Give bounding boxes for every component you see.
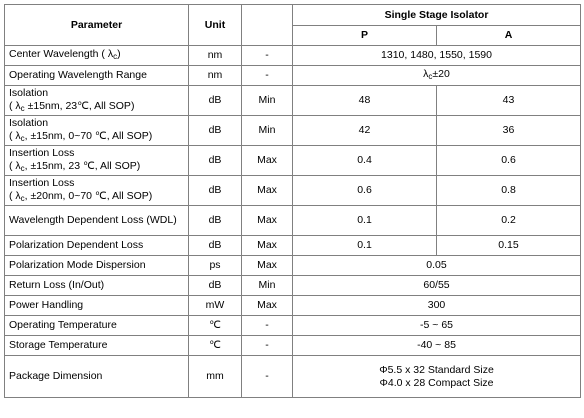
value-p-cell: 0.4: [293, 146, 437, 176]
unit-cell: ps: [189, 256, 242, 276]
value-a-cell: 0.6: [437, 146, 581, 176]
param-cell: Operating Wavelength Range: [5, 66, 189, 86]
header-group: Single Stage Isolator: [293, 5, 581, 26]
param-cell: Wavelength Dependent Loss (WDL): [5, 206, 189, 236]
value-cell: 0.05: [293, 256, 581, 276]
cond-cell: -: [242, 356, 293, 398]
param-cell: Polarization Mode Dispersion: [5, 256, 189, 276]
cond-cell: -: [242, 336, 293, 356]
table-row: [5, 236, 581, 256]
unit-cell: nm: [189, 46, 242, 66]
param-cell: Power Handling: [5, 296, 189, 316]
table-row: [5, 46, 581, 66]
table-row: [5, 206, 581, 236]
value-cell: $\lambda_c\pm 20$: [293, 66, 581, 86]
value-p-cell: 0.6: [293, 176, 437, 206]
param-cell: Operating Temperature: [5, 316, 189, 336]
unit-cell: mW: [189, 296, 242, 316]
value-p-cell: 0.1: [293, 236, 437, 256]
param-cell: Isolation ( $\lambda_c \pm 15nm$, 23℃, All SOP): [5, 86, 189, 116]
table-row: [5, 256, 581, 276]
unit-cell: dB: [189, 116, 242, 146]
value-a-cell: 43: [437, 86, 581, 116]
unit-cell: nm: [189, 66, 242, 86]
cond-cell: Max: [242, 236, 293, 256]
param-cell: Center Wavelength ( $\lambda_c$): [5, 46, 189, 66]
spec-table-container: [4, 4, 580, 414]
value-a-cell: 0.2: [437, 206, 581, 236]
unit-cell: dB: [189, 236, 242, 256]
cond-cell: Max: [242, 176, 293, 206]
cond-cell: -: [242, 316, 293, 336]
cond-cell: Max: [242, 206, 293, 236]
cond-cell: Max: [242, 256, 293, 276]
param-cell: Insertion Loss ( $\lambda_c$, ±15nm, 23 ℃, All SOP): [5, 146, 189, 176]
header-parameter: Parameter: [5, 5, 189, 46]
value-a-cell: 0.15: [437, 236, 581, 256]
value-cell: 1310, 1480, 1550, 1590: [293, 46, 581, 66]
param-cell: Polarization Dependent Loss: [5, 236, 189, 256]
value-a-cell: 36: [437, 116, 581, 146]
param-cell: Isolation ( $\lambda_c$, ±15nm, 0~70 ℃, All SOP): [5, 116, 189, 146]
header-row-1: [5, 5, 581, 26]
header-condition: [242, 5, 293, 46]
unit-cell: dB: [189, 176, 242, 206]
header-p: P: [293, 26, 437, 46]
unit-cell: dB: [189, 206, 242, 236]
param-cell: Insertion Loss ( $\lambda_c$, ±20nm, 0~70 ℃, All SOP): [5, 176, 189, 206]
param-cell: Package Dimension: [5, 356, 189, 398]
table-row: [5, 116, 581, 146]
unit-cell: ℃: [189, 336, 242, 356]
value-p-cell: 48: [293, 86, 437, 116]
cond-cell: Min: [242, 116, 293, 146]
value-cell: Φ5.5 x 32 Standard Size Φ4.0 x 28 Compact Size: [293, 356, 581, 398]
cond-cell: Max: [242, 146, 293, 176]
table-row: [5, 276, 581, 296]
table-row: [5, 66, 581, 86]
table-row: [5, 146, 581, 176]
table-row: [5, 336, 581, 356]
cond-cell: -: [242, 66, 293, 86]
table-row: [5, 316, 581, 336]
value-cell: 60/55: [293, 276, 581, 296]
unit-cell: dB: [189, 146, 242, 176]
value-cell: 300: [293, 296, 581, 316]
value-p-cell: 0.1: [293, 206, 437, 236]
value-cell: -40 ~ 85: [293, 336, 581, 356]
unit-cell: mm: [189, 356, 242, 398]
cond-cell: Min: [242, 276, 293, 296]
table-row: [5, 86, 581, 116]
value-cell: -5 ~ 65: [293, 316, 581, 336]
table-row: [5, 356, 581, 398]
unit-cell: ℃: [189, 316, 242, 336]
table-row: [5, 296, 581, 316]
header-unit: Unit: [189, 5, 242, 46]
value-p-cell: 42: [293, 116, 437, 146]
table-row: [5, 176, 581, 206]
unit-cell: dB: [189, 86, 242, 116]
unit-cell: dB: [189, 276, 242, 296]
cond-cell: Min: [242, 86, 293, 116]
cond-cell: -: [242, 46, 293, 66]
spec-table: [4, 4, 581, 398]
cond-cell: Max: [242, 296, 293, 316]
param-cell: Return Loss (In/Out): [5, 276, 189, 296]
param-cell: Storage Temperature: [5, 336, 189, 356]
value-a-cell: 0.8: [437, 176, 581, 206]
header-a: A: [437, 26, 581, 46]
